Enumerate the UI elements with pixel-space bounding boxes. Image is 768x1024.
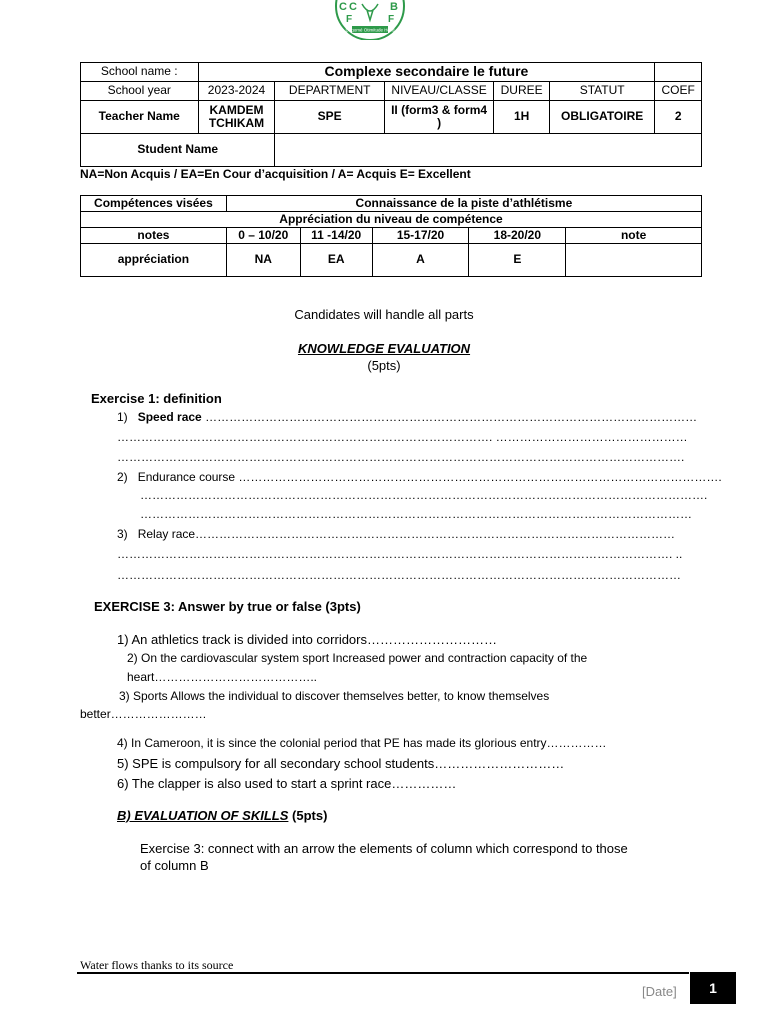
code-cell: NA [226,244,300,277]
answer-line[interactable]: …………………………………………………………………………………………………………………………… [117,568,681,582]
section-a-title: KNOWLEDGE EVALUATION [297,341,471,356]
question-2-cont: heart………………………………….. [127,670,318,684]
section-b-points: (5pts) [292,808,328,823]
footer-date: [Date] [642,984,677,999]
student-label: Student Name [81,134,275,167]
exercise3b-line2: of column B [140,858,209,873]
exercise3-title: EXERCISE 3: Answer by true or false (3pts) [94,599,361,614]
logo-letter: C [339,1,347,13]
question-4: 4) In Cameroon, it is since the colonial period that PE has made its glorious entry…………… [117,736,607,750]
code-cell: A [372,244,469,277]
section-a-points: (5pts) [367,358,401,373]
appreciation-title: Appréciation du niveau de compétence [81,212,702,228]
exercise3b-line1: Exercise 3: connect with an arrow the elements of column which correspond to those [140,841,628,856]
code-cell: EA [300,244,372,277]
answer-line[interactable]: ………………………………………………………………………………………………………………………… [140,507,692,521]
school-year-label: School year [81,82,199,101]
exercise1-item1 [117,410,697,424]
coef-label: COEF [655,82,702,101]
niveau-value: II (form3 & form4 ) [384,101,493,134]
competences-label: Compétences visées [81,196,227,212]
school-year-value: 2023-2024 [198,82,275,101]
page-number: 1 [690,972,736,1004]
coef-value: 2 [655,101,702,134]
question-1: 1) An athletics track is divided into corridors………………………… [117,632,497,647]
answer-line[interactable]: …………………………………………………………………………………. ………………………………………… [117,430,688,444]
notes-label: notes [81,228,227,244]
appreciation-label: appréciation [81,244,227,277]
niveau-label: NIVEAU/CLASSE [384,82,493,101]
student-name-field[interactable] [275,134,702,167]
exercise1-item3 [117,527,675,541]
footer-motto: Water flows thanks to its source [80,958,234,972]
instructions: Candidates will handle all parts [294,307,474,322]
legend-text: NA=Non Acquis / EA=En Cour d’acquisition / A= Acquis E= Excellent [80,167,471,181]
school-logo [334,0,406,40]
question-2: 2) On the cardiovascular system sport Increased power and contraction capacity of the [127,651,588,665]
empty-cell [655,63,702,82]
competences-value: Connaissance de la piste d’athlétisme [226,196,701,212]
answer-line[interactable]: …………………………………………………………………………………………………………………………. .. [117,547,683,561]
school-name-value: Complexe secondaire le future [198,63,655,82]
logo-letter: F [346,14,353,25]
code-cell: E [469,244,566,277]
question-5: 5) SPE is compulsory for all secondary school students………………………… [117,756,565,771]
item-text[interactable]: Relay race………………………………………………………………………………………………………… [137,527,676,541]
school-info-table [80,62,702,167]
answer-line[interactable]: ……………………………………………………………………………………………………………………………. [140,488,708,502]
statut-label: STATUT [550,82,655,101]
section-b-heading [117,808,327,823]
duree-value: 1H [494,101,550,134]
item-number: 2) [117,470,128,484]
statut-value: OBLIGATOIRE [550,101,655,134]
range-cell: 0 – 10/20 [226,228,300,244]
exercise1-title: Exercise 1: definition [91,391,222,406]
department-label: DEPARTMENT [275,82,384,101]
range-cell: 11 -14/20 [300,228,372,244]
question-3: 3) Sports Allows the individual to discover themselves better, to know themselves [119,689,550,703]
note-input-cell[interactable] [566,244,702,277]
item-label: Speed race [137,410,202,424]
teacher-label: Teacher Name [81,101,199,134]
competence-levels-table [80,195,702,277]
note-label: note [566,228,702,244]
question-3-cont: better…………………… [80,707,207,721]
logo-letter: B [390,1,398,13]
section-b-title: B) EVALUATION OF SKILLS [117,808,289,823]
teacher-value: KAMDEM TCHIKAM [198,101,275,134]
logo-letter: C [349,1,357,13]
item-number: 3) [117,527,128,541]
range-cell: 15-17/20 [372,228,469,244]
range-cell: 18-20/20 [469,228,566,244]
school-name-label: School name : [81,63,199,82]
logo-caption: Dugomé Otimitude Hoiid [345,27,395,33]
answer-line[interactable]: ……………………………………………………………………………………………………………………………. [117,450,685,464]
item-number: 1) [117,410,128,424]
logo-letter: F [388,14,395,25]
answer-line[interactable]: …………………………………………………………………………………………………………… [205,410,698,424]
footer-divider [77,972,689,974]
exercise1-item2 [117,470,722,484]
duree-label: DUREE [494,82,550,101]
question-6: 6) The clapper is also used to start a sprint race…………… [117,776,457,791]
department-value: SPE [275,101,384,134]
item-text[interactable]: Endurance course …………………………………………………………………………………………………………. [137,470,722,484]
